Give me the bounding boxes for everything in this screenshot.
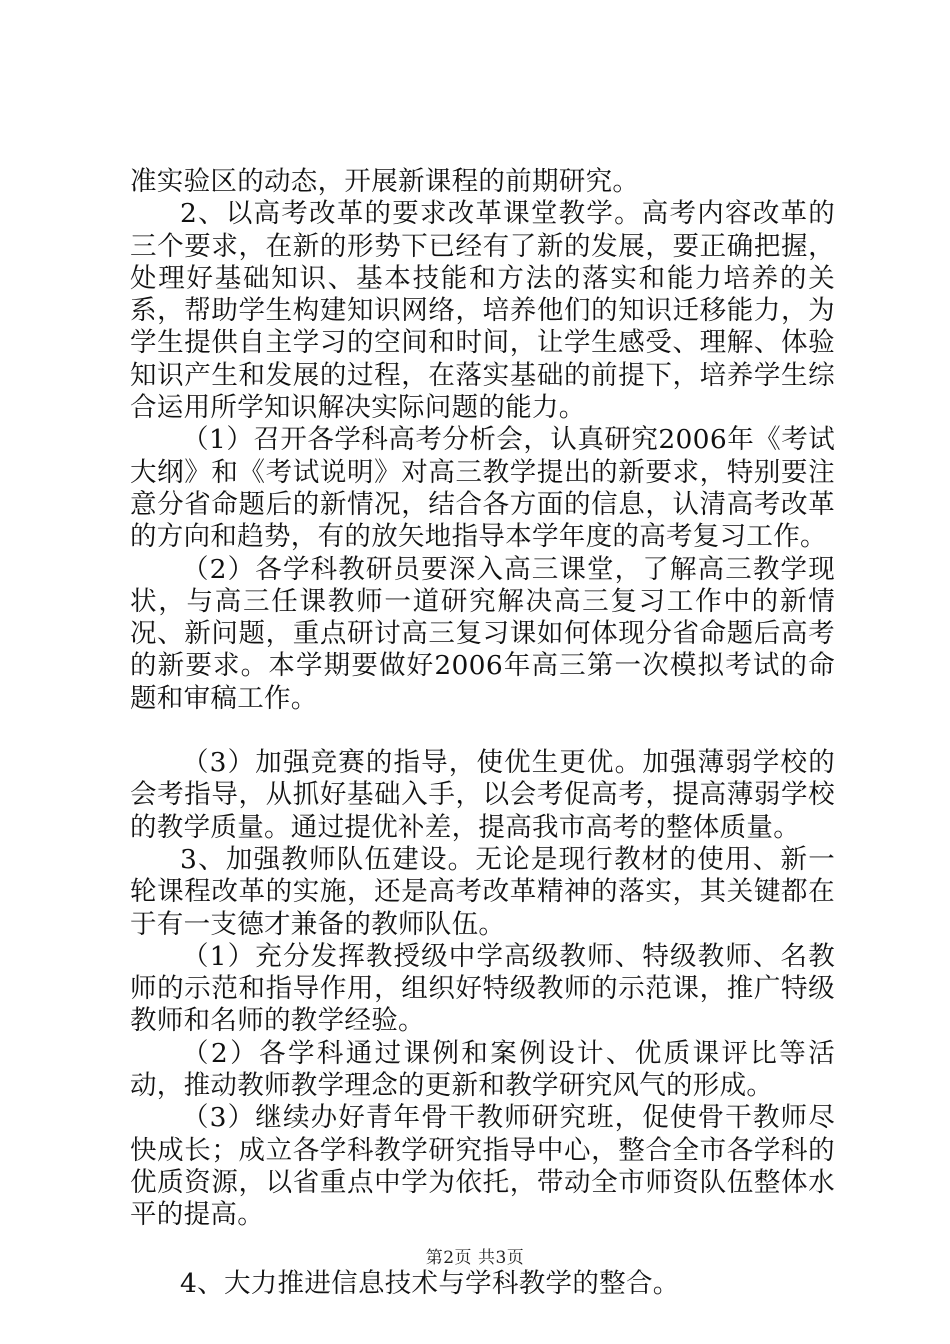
paragraph-section-3: 3、加强教师队伍建设。无论是现行教材的使用、新一轮课程改革的实施，还是高考改革精神的落实，其关键都在于有一支德才兼备的教师队伍。 [130, 843, 835, 940]
paragraph-item-3-2: （2）各学科通过课例和案例设计、优质课评比等活动，推动教师教学理念的更新和教学研究风气的形成。 [130, 1037, 835, 1102]
paragraph-section-2: 2、以高考改革的要求改革课堂教学。高考内容改革的三个要求，在新的形势下已经有了新的发展，要正确把握，处理好基础知识、基本技能和方法的落实和能力培养的关系，帮助学生构建知识网络，培养他们的知识迁移能力，为学生提供自主学习的空间和时间，让学生感受、理解、体验知识产生和发展的过程，在落实基础的前提下，培养学生综合运用所学知识解决实际问题的能力。 [130, 198, 835, 424]
paragraph-item-2-1: （1）召开各学科高考分析会，认真研究2006年《考试大纲》和《考试说明》对高三教学提出的新要求，特别要注意分省命题后的新情况，结合各方面的信息，认清高考改革的方向和趋势，有的放矢地指导本学年度的高考复习工作。 [130, 424, 835, 553]
page-number-label: 第2页 共3页 [425, 1248, 525, 1268]
paragraph-item-3-1: （1）充分发挥教授级中学高级教师、特级教师、名教师的示范和指导作用，组织好特级教师的示范课，推广特级教师和名师的教学经验。 [130, 940, 835, 1037]
paragraph-section-4: 4、大力推进信息技术与学科教学的整合。 [180, 1267, 680, 1299]
paragraph-continuation: 准实验区的动态，开展新课程的前期研究。 [130, 166, 640, 197]
paragraph-item-2-3: （3）加强竞赛的指导，使优生更优。加强薄弱学校的会考指导，从抓好基础入手，以会考促高考，提高薄弱学校的教学质量。通过提优补差，提高我市高考的整体质量。 [130, 747, 835, 843]
page-footer [0, 1243, 950, 1268]
paragraph-item-3-3: （3）继续办好青年骨干教师研究班，促使骨干教师尽快成长；成立各学科教学研究指导中心，整合全市各学科的优质资源，以省重点中学为依托，带动全市师资队伍整体水平的提高。 [130, 1102, 835, 1231]
paragraph-item-2-2: （2）各学科教研员要深入高三课堂，了解高三教学现状，与高三任课教师一道研究解决高三复习工作中的新情况、新问题，重点研讨高三复习课如何体现分省命题后高考的新要求。本学期要做好2006年高三第一次模拟考试的命题和审稿工作。 [130, 553, 835, 714]
document-body [130, 166, 835, 1300]
